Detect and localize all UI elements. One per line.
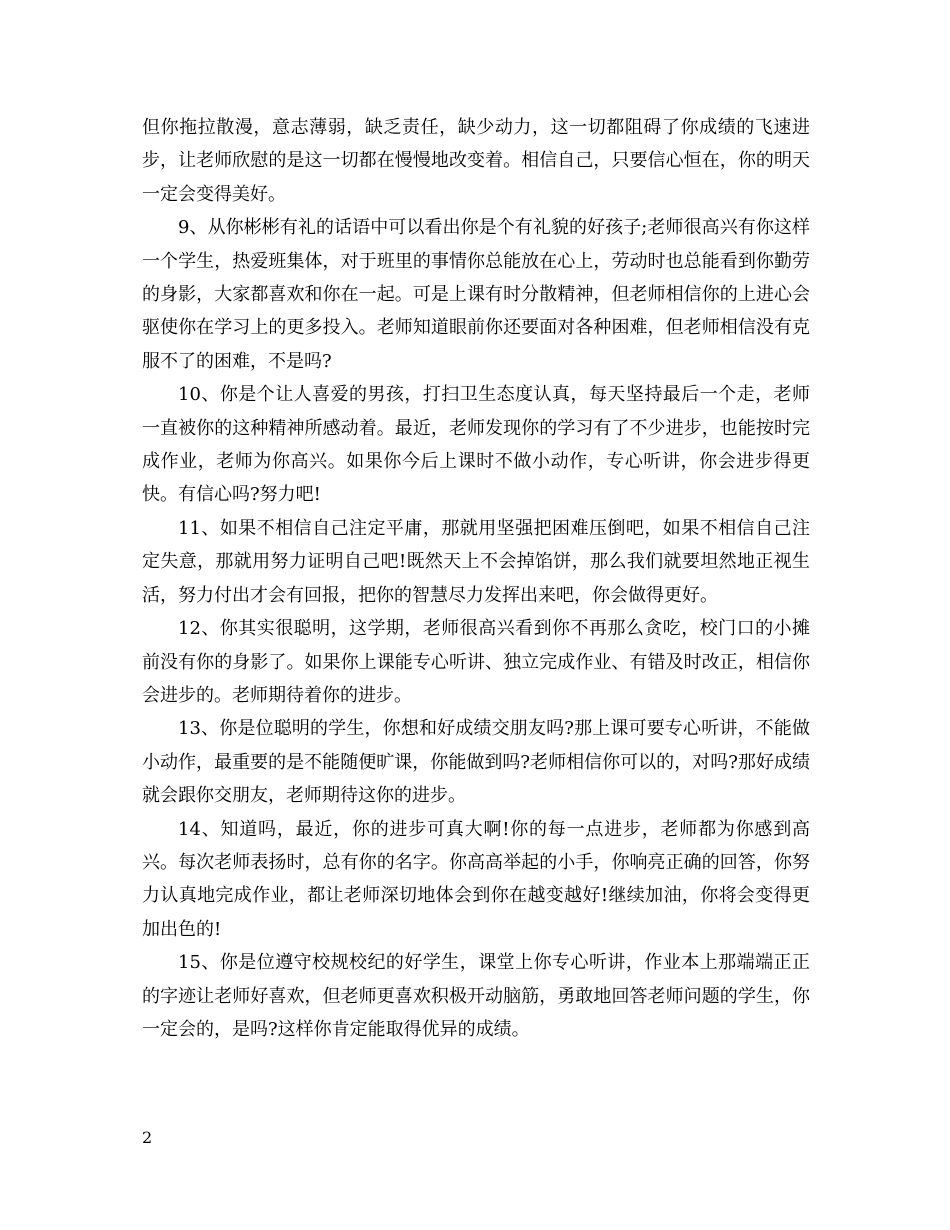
paragraph-comment-14: 14、知道吗，最近，你的进步可真大啊!你的每一点进步，老师都为你感到高兴。每次老师表扬时，总有你的名字。你高高举起的小手，你响亮正确的回答，你努力认真地完成作业，都让老师深切地体会到你在越变越好!继续加油，你将会变得更加出色的! — [142, 818, 810, 940]
document-body — [142, 111, 810, 1046]
paragraph-comment-10: 10、你是个让人喜爱的男孩，打扫卫生态度认真，每天坚持最后一个走，老师一直被你的这种精神所感动着。最近，老师发现你的学习有了不少进步，也能按时完成作业，老师为你高兴。如果你今后上课时不做小动作，专心听讲，你会进步得更快。有信心吗?努力吧! — [142, 384, 810, 506]
paragraph-comment-11: 11、如果不相信自己注定平庸，那就用坚强把困难压倒吧，如果不相信自己注定失意，那就用努力证明自己吧!既然天上不会掉馅饼，那么我们就要坦然地正视生活，努力付出才会有回报，把你的智慧尽力发挥出来吧，你会做得更好。 — [142, 517, 810, 606]
paragraph-continuation: 但你拖拉散漫，意志薄弱，缺乏责任，缺少动力，这一切都阻碍了你成绩的飞速进步，让老师欣慰的是这一切都在慢慢地改变着。相信自己，只要信心恒在，你的明天一定会变得美好。 — [142, 117, 810, 205]
page-number: 2 — [142, 1128, 153, 1147]
paragraph-comment-9: 9、从你彬彬有礼的话语中可以看出你是个有礼貌的好孩子;老师很高兴有你这样一个学生，热爱班集体，对于班里的事情你总能放在心上，劳动时也总能看到你勤劳的身影，大家都喜欢和你在一起。可是上课有时分散精神，但老师相信你的上进心会驱使你在学习上的更多投入。老师知道眼前你还要面对各种困难，但老师相信没有克服不了的困难，不是吗? — [142, 217, 810, 372]
paragraph-comment-15: 15、你是位遵守校规校纪的好学生，课堂上你专心听讲，作业本上那端端正正的字迹让老师好喜欢，但老师更喜欢积极开动脑筋，勇敢地回答老师问题的学生，你一定会的，是吗?这样你肯定能取得优异的成绩。 — [142, 952, 810, 1040]
paragraph-comment-13: 13、你是位聪明的学生，你想和好成绩交朋友吗?那上课可要专心听讲，不能做小动作，最重要的是不能随便旷课，你能做到吗?老师相信你可以的，对吗?那好成绩就会跟你交朋友，老师期待这你的进步。 — [142, 718, 810, 807]
paragraph-comment-12: 12、你其实很聪明，这学期，老师很高兴看到你不再那么贪吃，校门口的小摊前没有你的身影了。如果你上课能专心听讲、独立完成作业、有错及时改正，相信你会进步的。老师期待着你的进步。 — [142, 618, 810, 706]
